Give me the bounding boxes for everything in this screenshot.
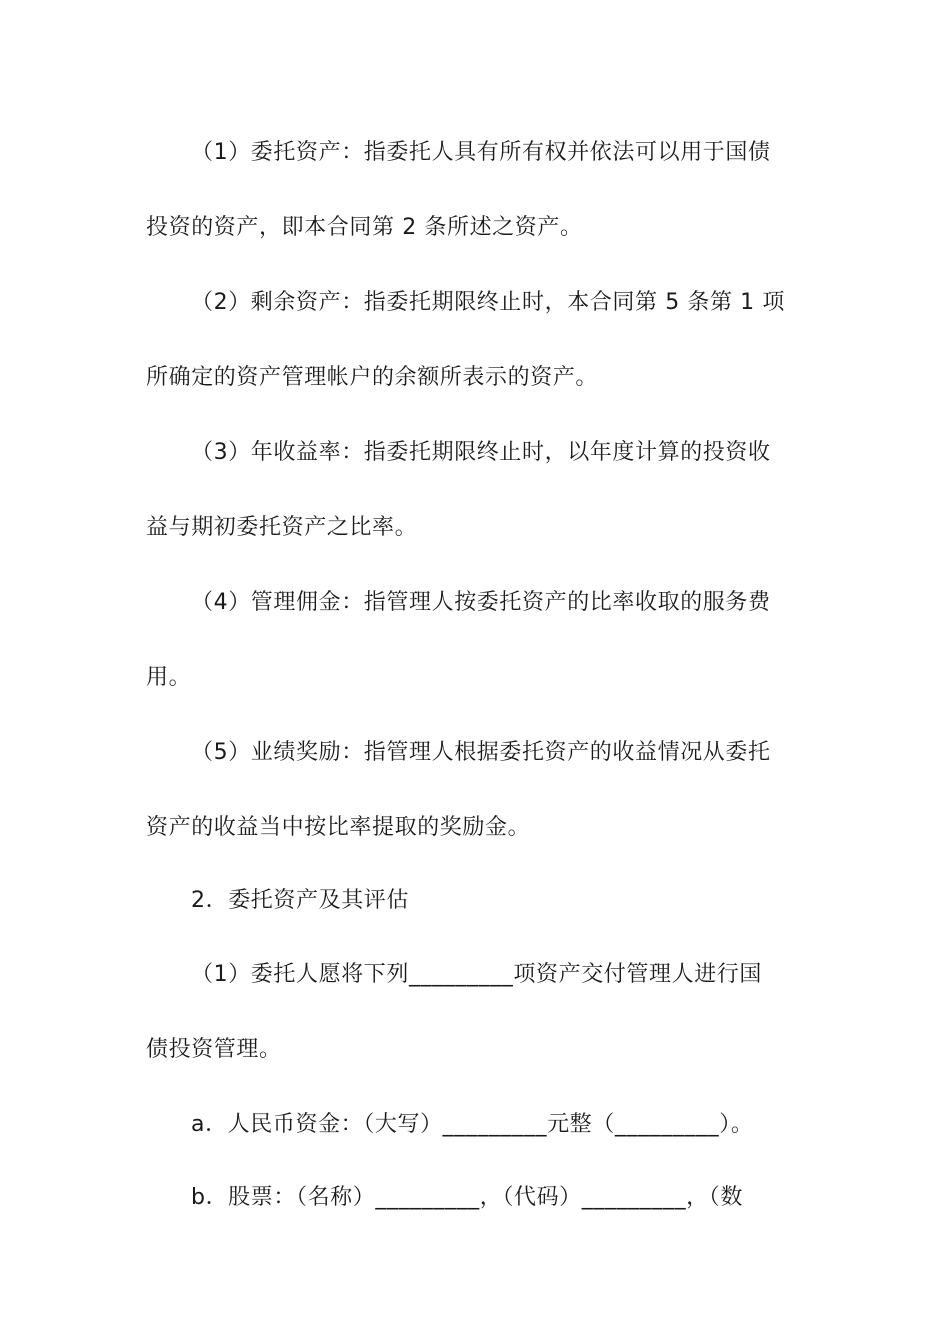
section-heading: 2．委托资产及其评估 (191, 888, 409, 913)
paragraph-line: （2）剩余资产：指委托期限终止时，本合同第 5 条第 1 项 (191, 290, 785, 315)
paragraph-line: （4）管理佣金：指管理人按委托资产的比率收取的服务费 (191, 590, 771, 615)
list-item: b．股票：（名称）_________，（代码）_________，（数 (191, 1185, 743, 1210)
paragraph-line: 所确定的资产管理帐户的余额所表示的资产。 (146, 365, 599, 390)
paragraph-line: 债投资管理。 (146, 1037, 282, 1062)
paragraph-line: （1）委托资产：指委托人具有所有权并依法可以用于国债 (191, 140, 771, 165)
paragraph-line: （3）年收益率：指委托期限终止时，以年度计算的投资收 (191, 440, 771, 465)
paragraph-line: 投资的资产，即本合同第 2 条所述之资产。 (146, 215, 583, 240)
list-item: a．人民币资金：（大写）_________元整（_________）。 (191, 1112, 754, 1137)
paragraph-line: 资产的收益当中按比率提取的奖励金。 (146, 815, 531, 840)
paragraph-line: 益与期初委托资产之比率。 (146, 515, 418, 540)
paragraph-line: 用。 (146, 665, 192, 690)
paragraph-line: （5）业绩奖励：指管理人根据委托资产的收益情况从委托 (191, 740, 771, 765)
paragraph-line: （1）委托人愿将下列_________项资产交付管理人进行国 (191, 962, 762, 987)
